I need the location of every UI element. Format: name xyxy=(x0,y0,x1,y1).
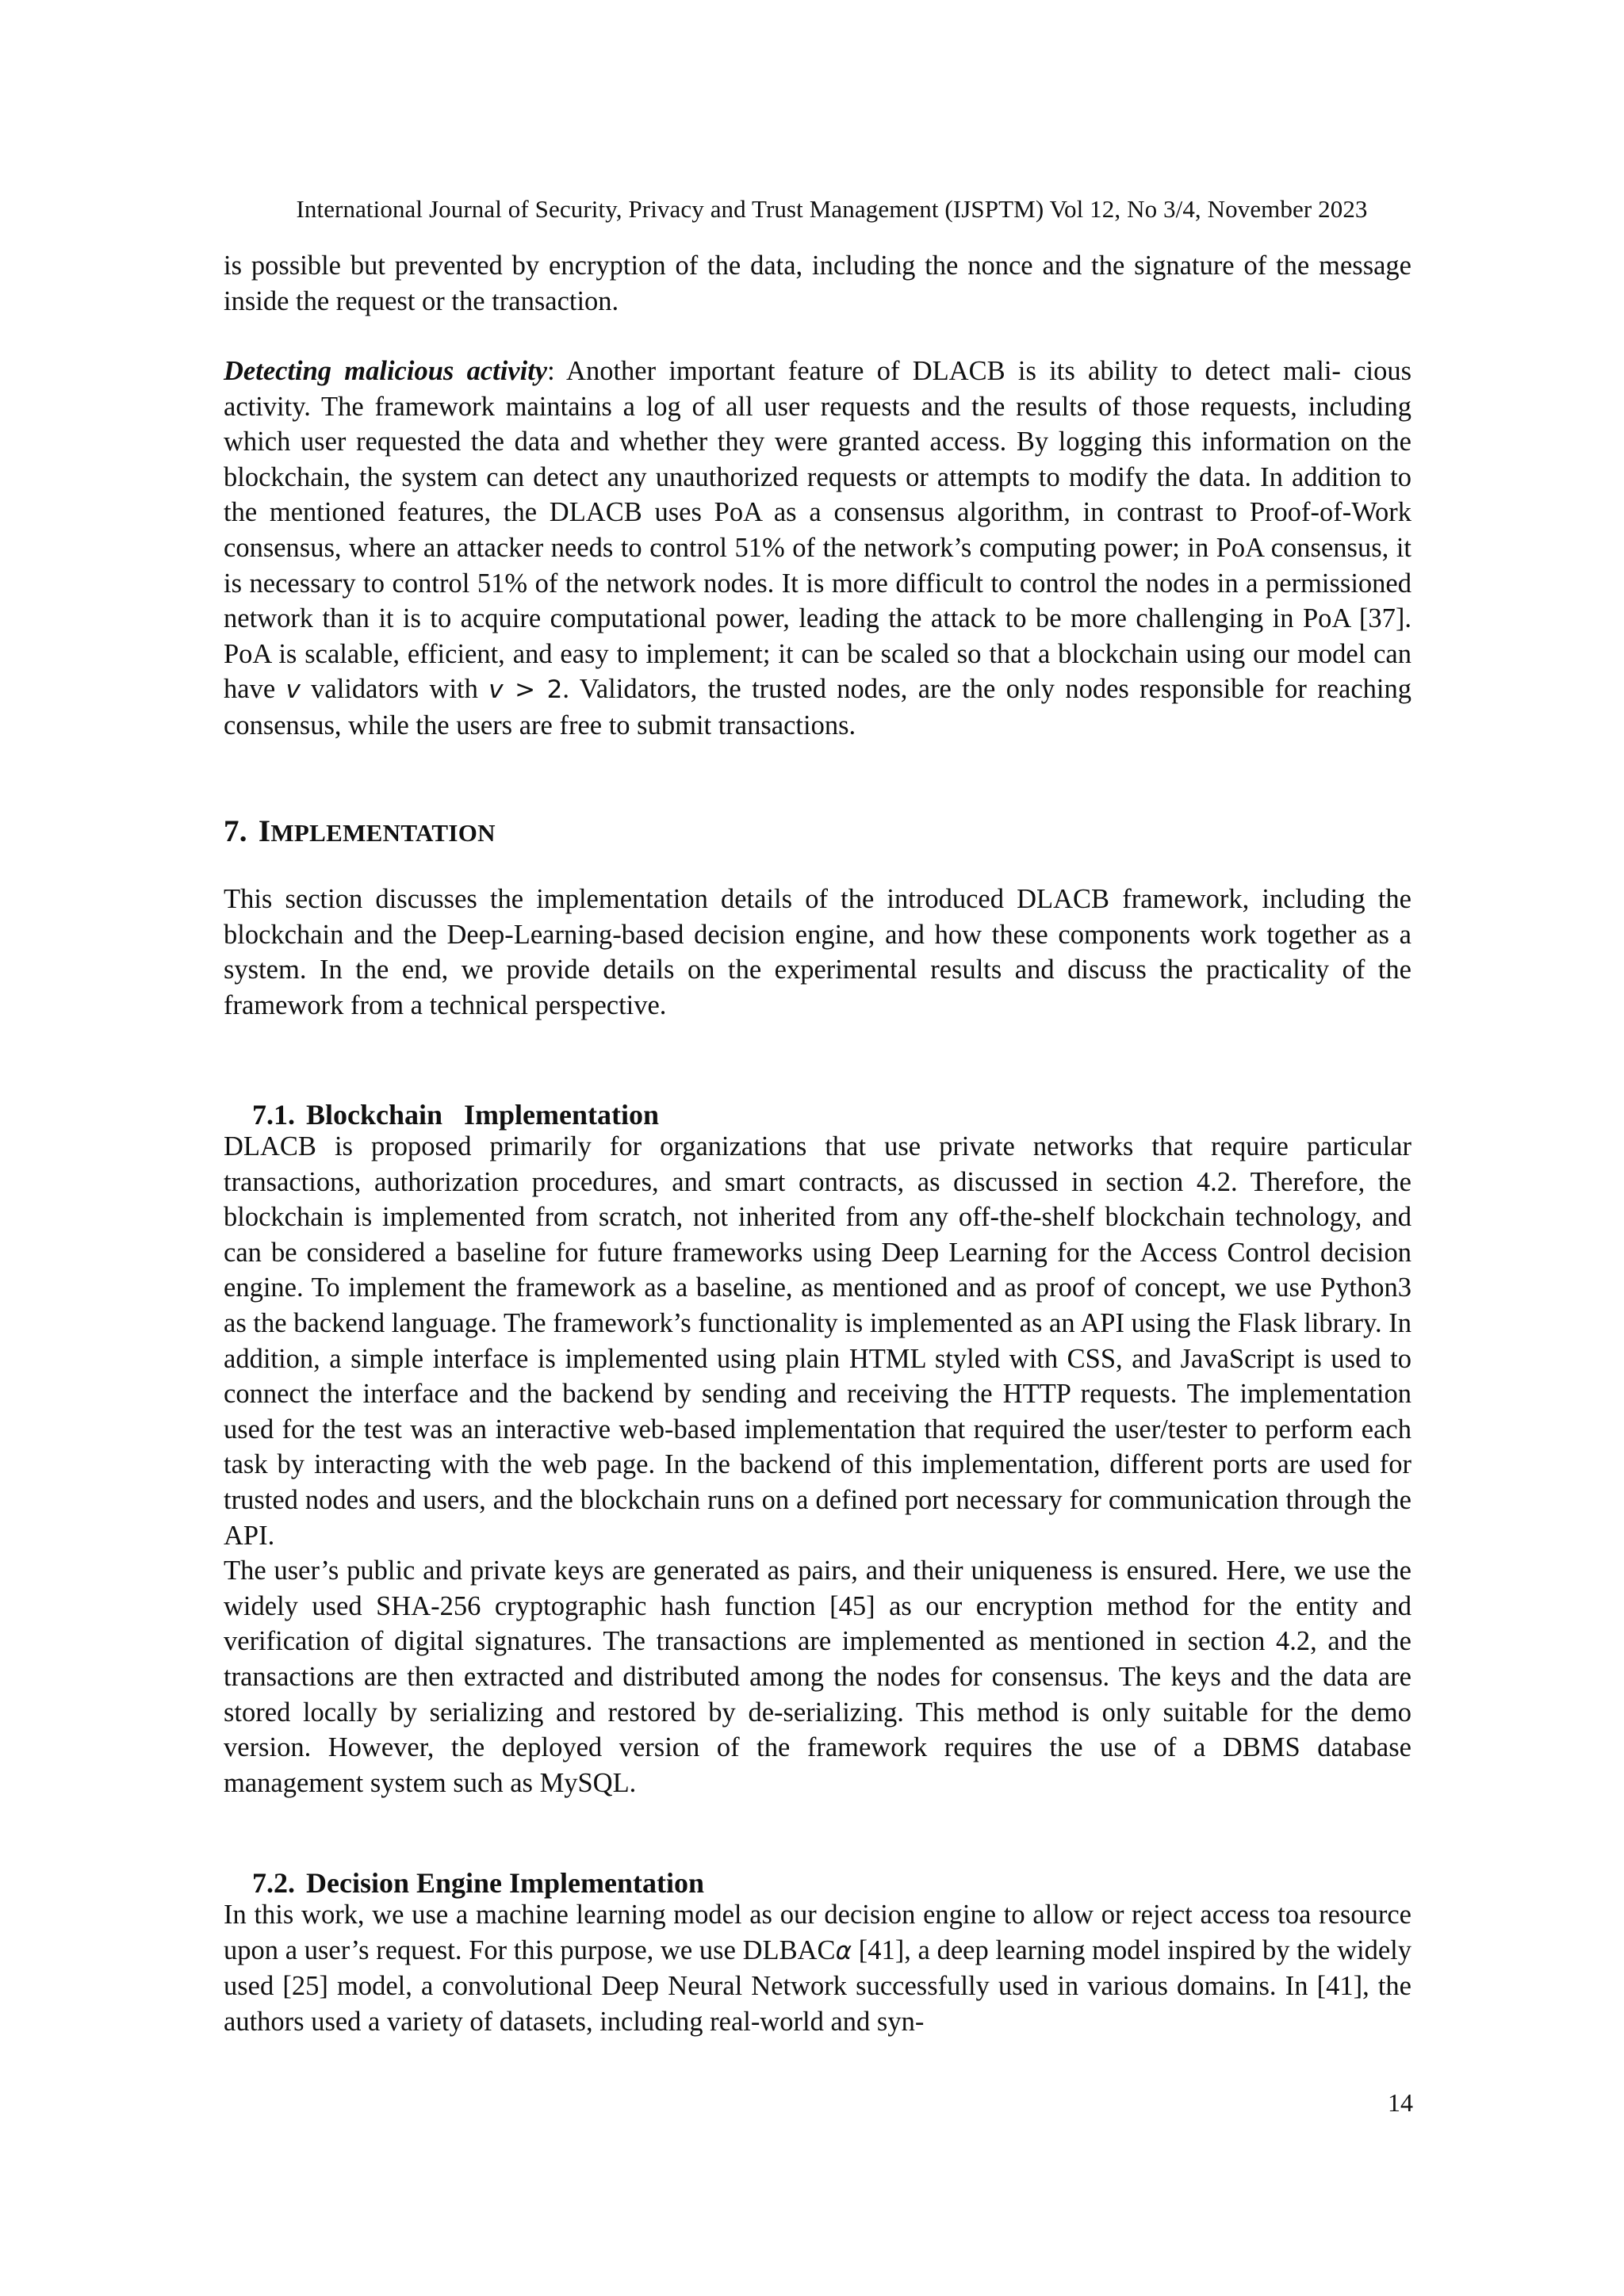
page-number: 14 xyxy=(1388,2088,1413,2117)
math-inequality: > 2 xyxy=(503,675,563,705)
section-number: 7. xyxy=(224,814,247,848)
section-title-rest: MPLEMENTATION xyxy=(270,819,496,847)
paragraph-text: . Validators, the trusted nodes, are the only nodes responsible for reaching consensus, while the users are free to submit transactions. xyxy=(224,674,1411,740)
malicious-activity-paragraph xyxy=(224,354,1411,744)
paragraph-text: DLACB is proposed primarily for organizations that use private networks that require particular transactions, authorization procedures, and smart contracts, as discussed in section 4.2. Therefore, the blockchain is implemented from scratch, not inherited from any off-the-shelf blockchain technology, and can be considered a baseline for future frameworks using Deep Learning for the Access Control decision engine. To implement the framework as a baseline, as mentioned and as proof of concept, we use Python3 as the backend language. The framework’s functionality is implemented as an API using the Flask library. In addition, a simple interface is implemented using plain HTML styled with CSS, and JavaScript is used to connect the interface and the backend by sending and receiving the HTTP requests. The implementation used for the test was an interactive web-based implementation that required the user/tester to perform each task by interacting with the web page. In the backend of this implementation, different ports are used for trusted nodes and users, and the blockchain runs on a defined port necessary for communication through the API. xyxy=(224,1131,1411,1551)
subsection-number: 7.2. xyxy=(252,1867,295,1899)
section-7-intro-paragraph xyxy=(224,882,1411,1023)
paragraph-text: This section discusses the implementation details of the introduced DLACB framework, including the blockchain and the Deep-Learning-based decision engine, and how these components work together as a system. In the end, we provide details on the experimental results and discuss the practicality of the framework from a technical perspective. xyxy=(224,884,1411,1020)
paragraph-text: is possible but prevented by encryption of the data, including the nonce and the signature of the message inside the request or the transaction. xyxy=(224,251,1411,316)
blockchain-implementation-text xyxy=(224,1129,1411,1800)
running-header: International Journal of Security, Privacy and Trust Management (IJSPTM) Vol 12, No 3/4, November 2023 xyxy=(296,195,1368,223)
paragraph-text: : Another important feature of DLACB is its ability to detect mali- cious activity. The framework maintains a log of all user requests and the results of those requests, including which user requested the data and whether they were granted access. By logging this information on the blockchain, the system can detect any unauthorized requests or attempts to modify the data. In addition to the mentioned features, the DLACB uses PoA as a consensus algorithm, in contrast to Proof-of-Work consensus, where an attacker needs to control 51% of the network’s computing power; in PoA consensus, it is necessary to control 51% of the network nodes. It is more difficult to control the nodes in a permissioned network than it is to acquire computational power, leading the attack to be more challenging in PoA [37]. PoA is scalable, efficient, and easy to implement; it can be scaled so that a blockchain using our model can have xyxy=(224,356,1412,705)
math-variable: v xyxy=(285,675,301,705)
section-heading-implementation xyxy=(224,812,496,853)
run-in-heading: Detecting malicious activity xyxy=(224,356,548,386)
paragraph-text: validators with xyxy=(300,674,489,705)
section-title-initial: I xyxy=(258,814,271,848)
math-variable: v xyxy=(488,675,504,705)
paragraph-text: The user’s public and private keys are generated as pairs, and their uniqueness is ensured. Here, we use the widely used SHA-256 cryptographic hash function [45] as our encryption method for the entity and verification of digital signatures. The transactions are implemented as mentioned in section 4.2, and the transactions are then extracted and distributed among the nodes for consensus. The keys and the data are stored locally by serializing and restored by de-serializing. This method is only suitable for the demo version. However, the deployed version of the framework requires the use of a DBMS database management system such as MySQL. xyxy=(224,1556,1411,1798)
math-variable: α xyxy=(835,1936,852,1965)
continuation-paragraph xyxy=(224,248,1411,319)
subsection-title: Blockchain Implementation xyxy=(306,1099,660,1131)
subsection-title: Decision Engine Implementation xyxy=(306,1867,705,1899)
subsection-number: 7.1. xyxy=(252,1099,295,1131)
paragraph-text: [41], a deep learning model inspired by the widely used [25] model, a convolutional Deep Neural Network successfully used in various domains. In [41], the authors used a variety of datasets, including real-world and syn- xyxy=(224,1934,1411,2037)
paragraph-text: In this work, we use a machine learning model as our decision engine to allow or reject access toa resource upon a user’s request. For this purpose, we use DLBAC xyxy=(224,1900,1411,1965)
decision-engine-paragraph xyxy=(224,1897,1411,2039)
